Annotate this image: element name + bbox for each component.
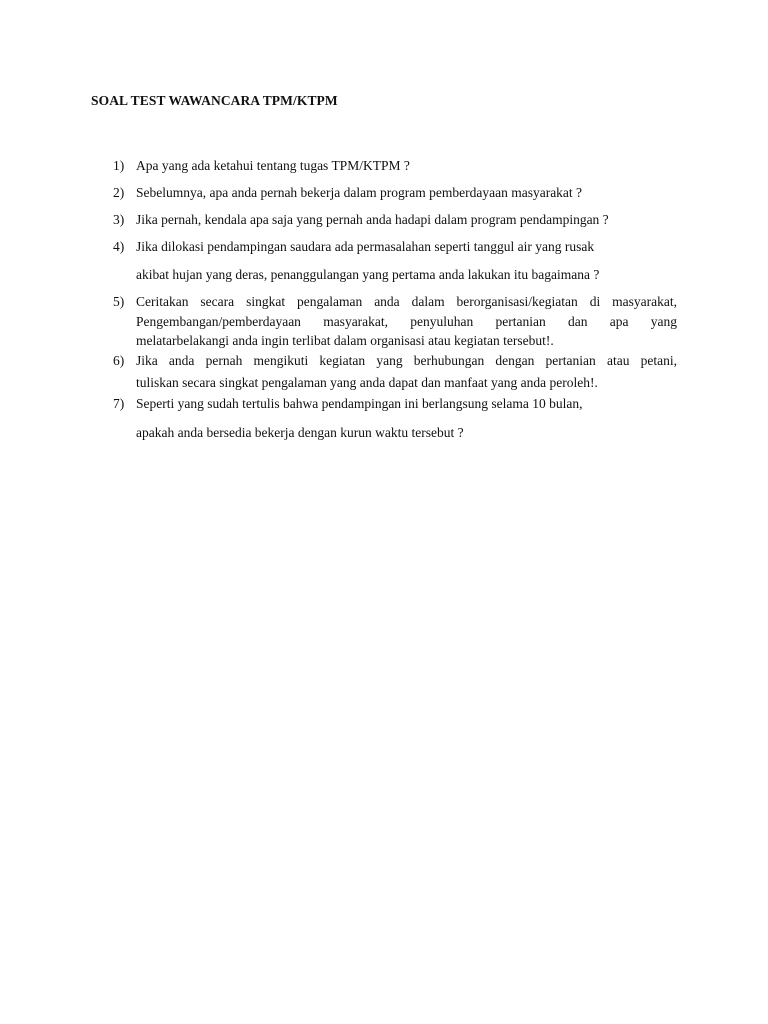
- question-6-number: 6): [113, 353, 125, 368]
- question-4-text-line-2: akibat hujan yang deras, penanggulangan yang pertama anda lakukan itu bagaimana ?: [136, 267, 600, 282]
- question-6-text-line-2: tuliskan secara singkat pengalaman yang anda dapat dan manfaat yang anda peroleh!.: [136, 375, 598, 390]
- question-3-text: Jika pernah, kendala apa saja yang pernah anda hadapi dalam program pendampingan ?: [136, 212, 609, 227]
- question-7-text-line-2: apakah anda bersedia bekerja dengan kurun waktu tersebut ?: [136, 425, 464, 440]
- question-1-text: Apa yang ada ketahui tentang tugas TPM/KTPM ?: [136, 158, 410, 173]
- question-5-text-line-2: Pengembangan/pemberdayaan masyarakat, penyuluhan pertanian dan apa yang: [136, 314, 677, 329]
- question-4-number: 4): [113, 239, 125, 254]
- question-3-number: 3): [113, 212, 125, 227]
- question-7-number: 7): [113, 396, 125, 411]
- document-title: SOAL TEST WAWANCARA TPM/KTPM: [91, 93, 338, 108]
- question-1-number: 1): [113, 158, 125, 173]
- question-5-text-line-1: Ceritakan secara singkat pengalaman anda dalam berorganisasi/kegiatan di masyarakat,: [136, 294, 677, 309]
- question-5-number: 5): [113, 294, 125, 309]
- question-6-text-line-1: Jika anda pernah mengikuti kegiatan yang berhubungan dengan pertanian atau petani,: [136, 353, 677, 368]
- question-7-text-line-1: Seperti yang sudah tertulis bahwa pendampingan ini berlangsung selama 10 bulan,: [136, 396, 583, 411]
- question-4-text-line-1: Jika dilokasi pendampingan saudara ada permasalahan seperti tanggul air yang rusak: [136, 239, 595, 254]
- question-5-text-line-3: melatarbelakangi anda ingin terlibat dalam organisasi atau kegiatan tersebut!.: [136, 333, 554, 348]
- question-2-number: 2): [113, 185, 125, 200]
- question-2-text: Sebelumnya, apa anda pernah bekerja dalam program pemberdayaan masyarakat ?: [136, 185, 583, 200]
